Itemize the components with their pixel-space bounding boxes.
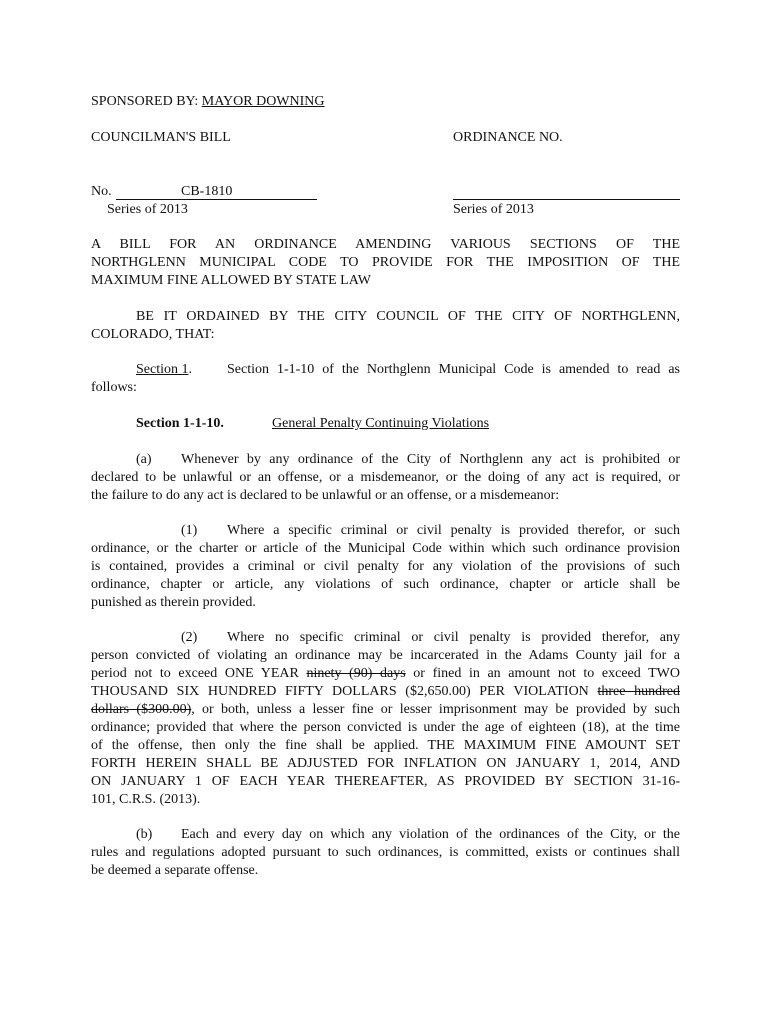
para-2-line3-end: or fined in an amount not to exceed TWO xyxy=(405,666,680,681)
sponsored-label: SPONSORED BY: xyxy=(91,94,202,109)
para-2-line7: of the offense, then only the fine shall be applied. THE MAXIMUM FINE AMOUNT SET xyxy=(91,738,680,753)
para-a-line1: Whenever by any ordinance of the City of Northglenn any act is prohibited or xyxy=(181,452,680,467)
struck-three-hundred: three hundred xyxy=(597,684,680,699)
para-1-line2: ordinance, or the charter or article of the Municipal Code within which such ordinance provision xyxy=(91,541,680,556)
struck-ninety-days: ninety (90) days xyxy=(306,666,406,681)
no-label: No. xyxy=(91,184,112,199)
para-1-line4: ordinance, chapter or article, any violations of such ordinance, chapter or article shall be xyxy=(91,577,680,592)
bill-number: CB-1810 xyxy=(181,184,233,199)
bill-title-line3: MAXIMUM FINE ALLOWED BY STATE LAW xyxy=(91,273,371,288)
para-2-line4-start: THOUSAND SIX HUNDRED FIFTY DOLLARS ($2,650.00) PER VIOLATION xyxy=(91,684,598,699)
para-2-line4 xyxy=(91,683,680,701)
section-1-label xyxy=(136,361,192,379)
ordained-line2: COLORADO, THAT: xyxy=(91,327,215,342)
para-2-line3 xyxy=(91,665,680,683)
para-2-line5-end: , or both, unless a lesser fine or lesser imprisonment may be provided by such xyxy=(191,702,680,717)
section-heading-title: General Penalty Continuing Violations xyxy=(272,416,490,431)
para-a-line3: the failure to do any act is declared to be unlawful or an offense, or a misdemeanor: xyxy=(91,488,560,503)
bill-title-line1: A BILL FOR AN ORDINANCE AMENDING VARIOUS SECTIONS OF THE xyxy=(91,237,680,252)
para-2-line10: 101, C.R.S. (2013). xyxy=(91,792,201,807)
section-1-label-text: Section 1 xyxy=(136,362,189,377)
section-1-follows: follows: xyxy=(91,380,137,395)
para-1-marker: (1) xyxy=(181,523,198,538)
bill-title-line2: NORTHGLENN MUNICIPAL CODE TO PROVIDE FOR THE IMPOSITION OF THE xyxy=(91,255,680,270)
para-2-line6: ordinance; provided that where the person convicted is under the age of eighteen (18), at the time xyxy=(91,720,680,735)
section-heading-number: Section 1-1-10. xyxy=(136,416,224,431)
para-1-line5: punished as therein provided. xyxy=(91,595,256,610)
ordinance-no-label: ORDINANCE NO. xyxy=(453,130,563,145)
para-2-line5 xyxy=(91,701,680,719)
ordinance-number-blank xyxy=(453,199,680,200)
para-a-line2: declared to be unlawful or an offense, or a misdemeanor, or the doing of any act is required, or xyxy=(91,470,680,485)
struck-dollars-300: dollars ($300.00) xyxy=(91,702,192,717)
para-b-line3: be deemed a separate offense. xyxy=(91,863,259,878)
sponsored-by-line xyxy=(91,93,325,111)
para-b-line2: rules and regulations adopted pursuant to such ordinances, is committed, exists or continues shall xyxy=(91,845,680,860)
section-1-period: . xyxy=(188,362,192,377)
para-2-line3-start: period not to exceed ONE YEAR xyxy=(91,666,307,681)
section-1-text: Section 1-1-10 of the Northglenn Municipal Code is amended to read as xyxy=(227,362,680,377)
para-1-line3: is contained, provides a criminal or civil penalty for any violation of the provisions of such xyxy=(91,559,680,574)
para-b-marker: (b) xyxy=(136,827,153,842)
sponsor-name: MAYOR DOWNING xyxy=(201,94,325,109)
para-2-line8: FORTH HEREIN SHALL BE ADJUSTED FOR INFLATION ON JANUARY 1, 2014, AND xyxy=(91,756,680,771)
para-1-line1: Where a specific criminal or civil penalty is provided therefor, or such xyxy=(227,523,680,538)
series-right: Series of 2013 xyxy=(453,202,534,217)
ordained-line1: BE IT ORDAINED BY THE CITY COUNCIL OF THE CITY OF NORTHGLENN, xyxy=(136,309,680,324)
para-2-marker: (2) xyxy=(181,630,198,645)
para-2-line1: Where no specific criminal or civil penalty is provided therefor, any xyxy=(227,630,680,645)
para-b-line1: Each and every day on which any violation of the ordinances of the City, or the xyxy=(181,827,680,842)
series-left: Series of 2013 xyxy=(107,202,188,217)
councilmans-bill-label: COUNCILMAN'S BILL xyxy=(91,130,231,145)
para-a-marker: (a) xyxy=(136,452,152,467)
para-2-line2: person convicted of violating an ordinance may be incarcerated in the Adams County jail for a xyxy=(91,648,680,663)
para-2-line9: ON JANUARY 1 OF EACH YEAR THEREAFTER, AS PROVIDED BY SECTION 31-16- xyxy=(91,774,680,789)
